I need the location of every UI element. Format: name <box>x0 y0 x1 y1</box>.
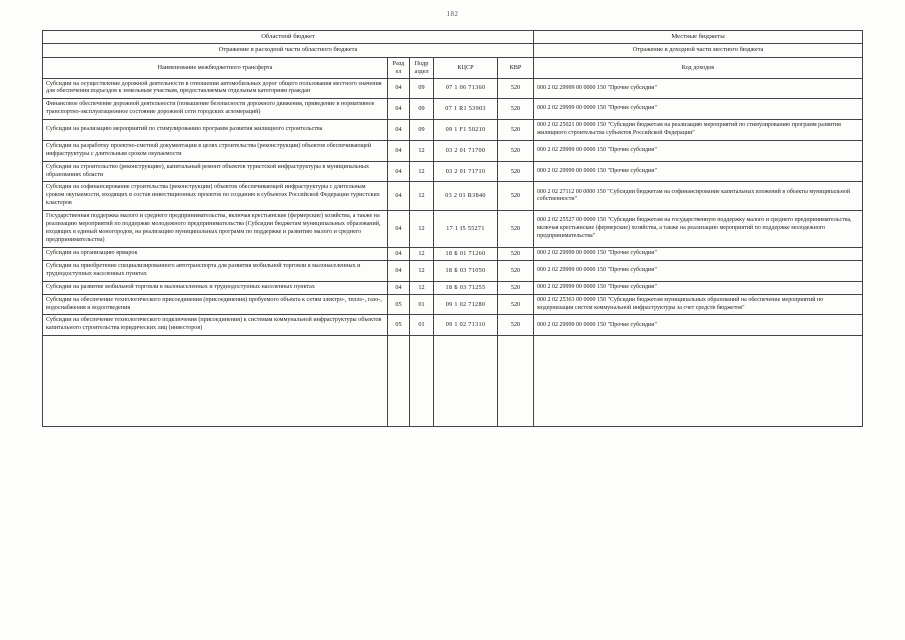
transfer-name: Субсидии на осуществление дорожной деятельности в отношении автомобильных дорог общего пользования местного значения для обеспечения подъездов к земельным участкам, предоставляемым отдельным категориям граждан <box>43 78 388 99</box>
kvr-value: 520 <box>498 281 534 294</box>
razdel-value: 05 <box>388 315 410 336</box>
kvr-empty <box>498 336 534 427</box>
podrazdel-value: 12 <box>410 161 434 182</box>
header-row-parts <box>43 44 863 57</box>
table-row-empty <box>43 336 863 427</box>
podrazdel-value: 12 <box>410 140 434 161</box>
razdel-value: 04 <box>388 260 410 281</box>
kvr-value: 520 <box>498 161 534 182</box>
table-row <box>43 182 863 211</box>
transfer-name: Субсидии на организацию ярмарок <box>43 247 388 260</box>
razdel-value: 04 <box>388 78 410 99</box>
transfer-name: Субсидии на развитие мобильной торговли в малонаселенных и труднодоступных населенных пунктах <box>43 281 388 294</box>
income-code-value: 000 2 02 25363 00 0000 150 "Субсидии бюджетам муниципальных образований на обеспечение мероприятий по модернизации систем коммунальной инфраструктуры за счет средств бюджетов" <box>534 294 863 315</box>
kvr-value: 520 <box>498 294 534 315</box>
header-expense-part: Отражение в расходной части областного бюджета <box>43 44 534 57</box>
header-row-budget-scope <box>43 31 863 44</box>
podrazdel-value: 12 <box>410 281 434 294</box>
transfer-name: Государственная поддержка малого и среднего предпринимательства, включая крестьянские (фермерские) хозяйства, а также на реализацию мероприятий по поддержке молодежного предпринимательства (Субсидии бюджетам муниципальных образований, входящих в единый моногородов, на реализацию муниципальных программ по поддержке и развитию малого и среднего предпринимательства) <box>43 211 388 248</box>
kcsr-empty <box>434 336 498 427</box>
podrazdel-value: 09 <box>410 78 434 99</box>
transfer-name: Субсидии на обеспечение технологического присоединения (присоединения) пробуемого объекта к сетям электро-, тепло-, газо-, водоснабжения и водоотведения <box>43 294 388 315</box>
transfer-name: Финансовое обеспечение дорожной деятельности (повышение безопасности дорожного движения, приведение в нормативное транспортно-эксплуатационное состояние дорожной сети городских агломераций) <box>43 99 388 120</box>
podrazdel-value: 12 <box>410 211 434 248</box>
table-row <box>43 247 863 260</box>
income-code-value: 000 2 02 29999 00 0000 150 "Прочие субсидии" <box>534 161 863 182</box>
kvr-value: 520 <box>498 260 534 281</box>
table-row <box>43 99 863 120</box>
table-row <box>43 260 863 281</box>
header-income-part: Отражение в доходной части местного бюджета <box>534 44 863 57</box>
header-kvr: КВР <box>498 57 534 78</box>
budget-transfers-table <box>42 30 863 427</box>
kvr-value: 520 <box>498 247 534 260</box>
table-row <box>43 294 863 315</box>
table-row <box>43 78 863 99</box>
kvr-value: 520 <box>498 78 534 99</box>
kvr-value: 520 <box>498 182 534 211</box>
income-code-value: 000 2 02 29999 00 0000 150 "Прочие субсидии" <box>534 99 863 120</box>
income-code-value: 000 2 02 29999 00 0000 150 "Прочие субсидии" <box>534 281 863 294</box>
kvr-value: 520 <box>498 120 534 141</box>
table-row <box>43 281 863 294</box>
page-number: 182 <box>446 10 459 18</box>
podrazdel-empty <box>410 336 434 427</box>
razdel-value: 04 <box>388 140 410 161</box>
razdel-value: 04 <box>388 120 410 141</box>
table-row <box>43 161 863 182</box>
podrazdel-value: 09 <box>410 99 434 120</box>
kcsr-value: 03 2 01 71700 <box>434 140 498 161</box>
kcsr-value: 18 Б 03 71050 <box>434 260 498 281</box>
income-code-value: 000 2 02 29999 00 0000 150 "Прочие субсидии" <box>534 140 863 161</box>
header-kcsr: КЦСР <box>434 57 498 78</box>
income-code-value: 000 2 02 25021 00 0000 150 "Субсидии бюджетам на реализацию мероприятий по стимулированию программ развития жилищного строительства субъектов Российской Федерации" <box>534 120 863 141</box>
podrazdel-value: 01 <box>410 294 434 315</box>
transfer-name: Субсидии на строительство (реконструкцию), капитальный ремонт объектов туристской инфраструктуры в муниципальных образованиях области <box>43 161 388 182</box>
kcsr-value: 17 1 I5 55271 <box>434 211 498 248</box>
podrazdel-value: 01 <box>410 315 434 336</box>
transfer-name-empty <box>43 336 388 427</box>
income-code-value: 000 2 02 29999 00 0000 150 "Прочие субсидии" <box>534 260 863 281</box>
kvr-value: 520 <box>498 315 534 336</box>
razdel-value: 04 <box>388 211 410 248</box>
podrazdel-value: 09 <box>410 120 434 141</box>
kcsr-value: 07 1 R1 53903 <box>434 99 498 120</box>
table-header <box>43 31 863 79</box>
podrazdel-value: 12 <box>410 247 434 260</box>
income-code-empty <box>534 336 863 427</box>
kvr-value: 520 <box>498 99 534 120</box>
header-razdel: Разд ел <box>388 57 410 78</box>
income-code-value: 000 2 02 29999 00 0000 150 "Прочие субсидии" <box>534 315 863 336</box>
transfer-name: Субсидии на софинансирование строительства (реконструкции) объектов обеспечивающей инфраструктуры с длительным сроком окупаемости, входящих в состав инвестиционных проектов по созданию в субъектах Российской Федерации туристских кластеров <box>43 182 388 211</box>
kvr-value: 520 <box>498 140 534 161</box>
income-code-value: 000 2 02 25527 00 0000 150 "Субсидии бюджетам на государственную поддержку малого и среднего предпринимательства, включая крестьянские (фермерские) хозяйства, а также на реализацию мероприятий по поддержке молодежного предпринимательства" <box>534 211 863 248</box>
transfer-name: Субсидии на разработку проектно-сметной документации в целях строительства (реконструкции) объектов обеспечивающей инфраструктуры с длительным сроком окупаемости <box>43 140 388 161</box>
table-row <box>43 120 863 141</box>
kvr-value: 520 <box>498 211 534 248</box>
razdel-empty <box>388 336 410 427</box>
podrazdel-value: 12 <box>410 260 434 281</box>
podrazdel-value: 12 <box>410 182 434 211</box>
kcsr-value: 09 1 02 71310 <box>434 315 498 336</box>
income-code-value: 000 2 02 29999 00 0000 150 "Прочие субсидии" <box>534 78 863 99</box>
razdel-value: 05 <box>388 294 410 315</box>
kcsr-value: 18 Б 01 71260 <box>434 247 498 260</box>
transfer-name: Субсидии на реализацию мероприятий по стимулированию программ развития жилищного строительства <box>43 120 388 141</box>
header-podrazdel: Подр аздел <box>410 57 434 78</box>
razdel-value: 04 <box>388 281 410 294</box>
header-local-budgets: Местные бюджеты <box>534 31 863 44</box>
razdel-value: 04 <box>388 161 410 182</box>
table-body <box>43 78 863 427</box>
header-income-code: Код доходов <box>534 57 863 78</box>
header-transfer-name: Наименование межбюджетного трансферта <box>43 57 388 78</box>
razdel-value: 04 <box>388 247 410 260</box>
kcsr-value: 09 1 F1 50210 <box>434 120 498 141</box>
income-code-value: 000 2 02 27112 00 0000 150 "Субсидии бюджетам на софинансирование капитальных вложений в объекты муниципальной собственности" <box>534 182 863 211</box>
razdel-value: 04 <box>388 182 410 211</box>
razdel-value: 04 <box>388 99 410 120</box>
transfer-name: Субсидии на обеспечение технологического подключения (присоединения) к системам коммунальной инфраструктуры объектов капитального строительства юридических лиц (инвесторов) <box>43 315 388 336</box>
kcsr-value: 03 2 01 R3840 <box>434 182 498 211</box>
budget-transfers-table-wrapper <box>42 30 862 427</box>
kcsr-value: 09 1 02 71280 <box>434 294 498 315</box>
table-row <box>43 211 863 248</box>
transfer-name: Субсидии на приобретение специализированного автотранспорта для развития мобильной торговли в малонаселенных и труднодоступных населенных пунктах <box>43 260 388 281</box>
kcsr-value: 03 2 01 71710 <box>434 161 498 182</box>
kcsr-value: 18 Б 03 71255 <box>434 281 498 294</box>
table-row <box>43 140 863 161</box>
header-regional-budget: Областной бюджет <box>43 31 534 44</box>
kcsr-value: 07 1 06 71360 <box>434 78 498 99</box>
income-code-value: 000 2 02 29999 00 0000 150 "Прочие субсидии" <box>534 247 863 260</box>
table-row <box>43 315 863 336</box>
